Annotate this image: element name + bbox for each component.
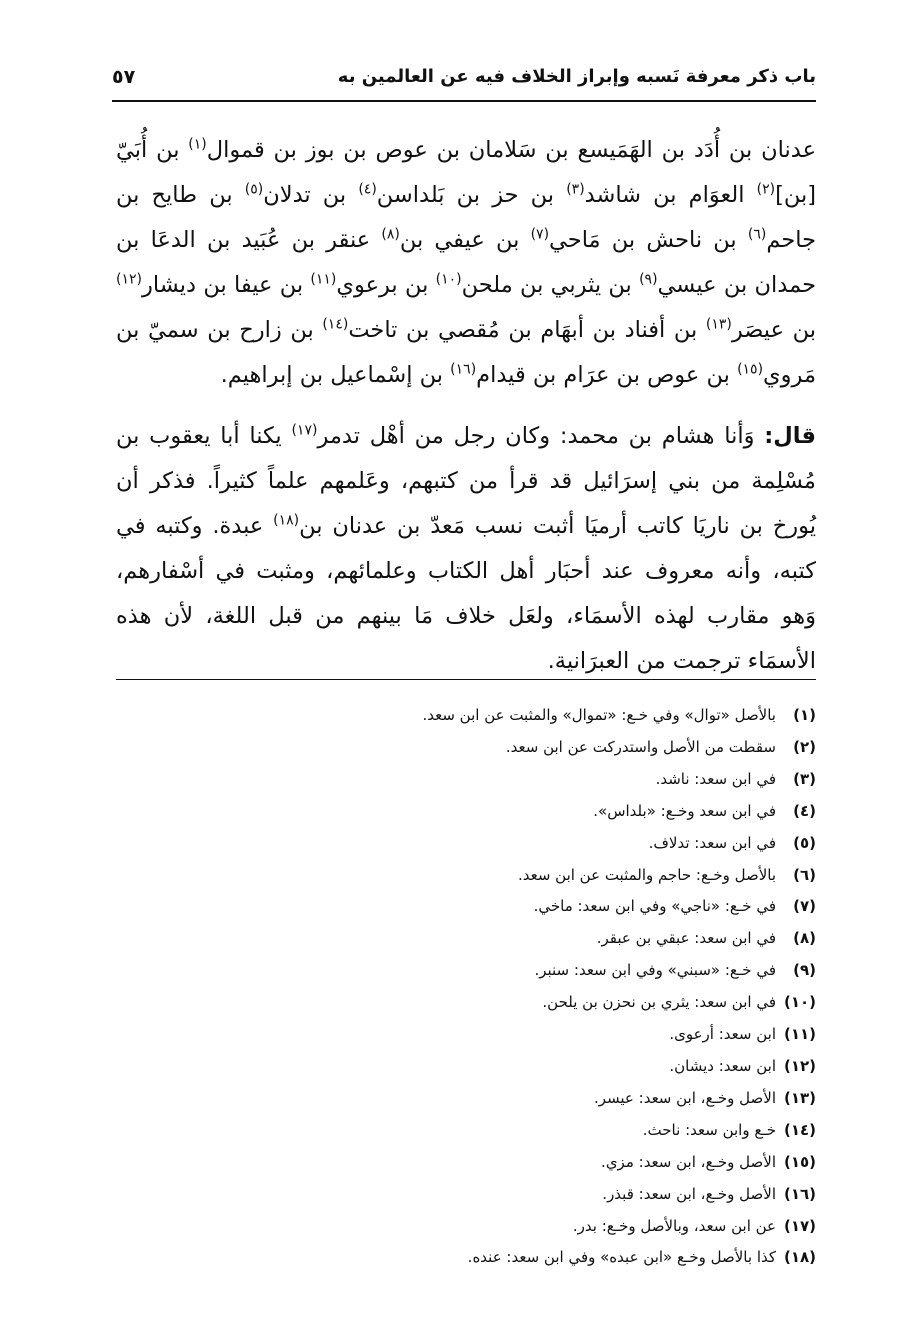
footnote-item (116, 1242, 816, 1274)
footnote-item (116, 1051, 816, 1083)
footnote-item (116, 700, 816, 732)
footnote-text: الأصل وخـع، ابن سعد: مزي. (601, 1152, 776, 1171)
footnote-ref: (٥) (244, 181, 264, 198)
footnote-number: (١٣) (783, 1088, 816, 1107)
footnote-number: (٢) (793, 737, 816, 756)
text-run: بن عيصَر (731, 317, 816, 343)
footnote-text: ابن سعد: أرعوى. (669, 1025, 776, 1044)
footnote-number: (٦) (793, 865, 816, 884)
page-header (112, 62, 816, 102)
footnote-ref: (١٤) (322, 316, 349, 333)
main-text (116, 128, 816, 684)
footnote-number: (٣) (793, 769, 816, 788)
footnote-number: (٥) (793, 833, 816, 852)
footnote-ref: (٢) (756, 181, 776, 198)
footnote-item (116, 891, 816, 923)
footnote-text: بالأصل وخـع: حاجم والمثبت عن ابن سعد. (517, 865, 776, 884)
footnote-item (116, 828, 816, 860)
footnote-text: في ابن سعد: ناشد. (655, 769, 776, 788)
footnote-item (116, 1083, 816, 1115)
footnote-ref: (٧) (530, 226, 550, 243)
footnote-number: (١١) (783, 1025, 816, 1044)
footnote-number: (١٥) (783, 1152, 816, 1171)
footnote-text: في خـع: «سبني» وفي ابن سعد: سنبر. (534, 961, 776, 980)
header-rule (112, 100, 816, 102)
text-run: عدنان بن أُدَد بن الهَمَيسع بن سَلامان بن عوص بن بوز بن قموال (206, 137, 816, 163)
text-run: بن طايح بن جاحم (116, 182, 816, 253)
footnote-item (116, 764, 816, 796)
footnote-number: (١٠) (783, 993, 816, 1012)
text-run: وَأنا هشام بن محمد: وكان رجل من أهْل تدمر (317, 423, 765, 449)
text-run: بن أُبَيّ [بن] (116, 137, 817, 208)
footnote-item (116, 923, 816, 955)
text-run: بن حز بن بَلداسن (376, 182, 567, 208)
footnote-ref: (١٢) (116, 271, 142, 288)
text-run: بن زارح بن سميّ بن مَروي (116, 317, 816, 388)
footnote-text: سقطت من الأصل واستدركت عن ابن سعد. (505, 737, 776, 756)
footnote-ref: (١٧) (291, 422, 318, 439)
footnote-item (116, 987, 816, 1019)
footnote-item (116, 1211, 816, 1243)
footnote-number: (١٤) (783, 1120, 816, 1139)
footnote-number: (٧) (793, 897, 816, 916)
running-title: باب ذكر معرفة نَسبه وإبراز الخلاف فيه عن العالمين به (337, 66, 816, 87)
footnote-number: (١٧) (783, 1216, 816, 1235)
footnotes-list (116, 700, 816, 1274)
footnote-number: (٩) (793, 961, 816, 980)
text-run: يكنا أبا يعقوب بن مُسْلِمة من بني إسرَائيل قد قرأ من كتبهم، وعَلمهم علماً كثيراً. فذكر أن يُورخ بن ناريَا كاتب أرميَا أثبت نسب مَعدّ بن عدنان بن (116, 423, 816, 539)
text-run: بن برعوي (336, 272, 436, 298)
text-run: عنقر بن عُبَيد بن الدعَا بن حمدان بن عيسي (116, 227, 817, 298)
footnote-ref: (١٠) (435, 271, 462, 288)
text-run: عبدة. وكتبه في كتبه، وأنه معروف عند أحبَار أهل الكتاب وعلمائهم، ومثبت في أسْفارهم، وَهو مقارب لهذه الأسمَاء، ولعَل خلاف مَا بينهم من قبل اللغة، لأن هذه الأسمَاء ترجمت من العبرَانية. (116, 513, 816, 674)
footnote-number: (١) (793, 706, 816, 724)
footnote-ref: (٩) (639, 271, 658, 288)
footnote-item (116, 796, 816, 828)
footnote-text: في ابن سعد: يثري بن نحزن بن يلحن. (542, 993, 776, 1012)
paragraph-genealogy (116, 128, 816, 398)
footnote-ref: (٤) (358, 181, 377, 198)
footnote-text: خـع وابن سعد: ناحث. (642, 1120, 776, 1139)
footnote-ref: (١) (188, 136, 207, 153)
footnote-text: في خـع: «ناجي» وفي ابن سعد: ماخي. (533, 897, 776, 916)
footnote-ref: (١٦) (450, 361, 477, 378)
text-run: بن إسْماعيل بن إبراهيم. (220, 362, 451, 388)
text-run: بن ناحش بن مَاحي (549, 227, 748, 253)
text-run: بن عيفا بن ديشار (141, 272, 311, 298)
footnote-separator (116, 679, 816, 680)
speaker-label: قال: (764, 423, 816, 449)
footnote-ref: (٣) (566, 181, 585, 198)
footnote-number: (١٢) (783, 1056, 816, 1075)
page-number: ٥٧ (112, 66, 136, 88)
footnote-ref: (١١) (310, 271, 337, 288)
footnote-ref: (٨) (381, 226, 400, 243)
footnote-text: في ابن سعد: عبقي بن عبقر. (596, 929, 776, 948)
footnote-item (116, 1019, 816, 1051)
footnote-item (116, 955, 816, 987)
text-run: بن عيفي بن (399, 227, 531, 253)
footnote-text: كذا بالأصل وخـع «ابن عبده» وفي ابن سعد: عنده. (467, 1248, 776, 1267)
footnote-text: في ابن سعد وخـع: «بلداس». (593, 801, 776, 820)
footnote-item (116, 1179, 816, 1211)
footnote-text: في ابن سعد: تدلاف. (648, 833, 776, 852)
footnote-text: ابن سعد: ديشان. (669, 1056, 776, 1075)
footnote-text: بالأصل «توال» وفي خـع: «تموال» والمثبت عن ابن سعد. (422, 706, 776, 724)
footnote-ref: (٦) (747, 226, 767, 243)
footnote-text: الأصل وخـع، ابن سعد: عيسر. (593, 1088, 776, 1107)
text-run: العوَام بن شاشد (584, 182, 757, 208)
footnote-number: (١٨) (783, 1248, 816, 1267)
footnote-item (116, 732, 816, 764)
footnote-text: الأصل وخـع، ابن سعد: قبذر. (602, 1184, 776, 1203)
footnote-text: عن ابن سعد، وبالأصل وخـع: بدر. (572, 1216, 776, 1235)
text-run: بن أفناد بن أبهَام بن مُقصي بن تاخت (348, 317, 706, 343)
footnote-ref: (١٨) (273, 512, 300, 529)
text-run: بن يثربي بن ملحن (461, 272, 640, 298)
text-run: بن تدلان (263, 182, 359, 208)
footnote-ref: (١٣) (705, 316, 732, 333)
footnote-ref: (١٥) (737, 361, 764, 378)
paragraph-hisham-account (116, 414, 816, 684)
footnote-item (116, 1115, 816, 1147)
footnote-number: (٨) (793, 929, 816, 948)
footnote-number: (٤) (793, 801, 816, 820)
footnote-number: (١٦) (783, 1184, 816, 1203)
footnote-item (116, 1147, 816, 1179)
footnote-item (116, 860, 816, 892)
text-run: بن عوص بن عرَام بن قيدام (476, 362, 738, 388)
